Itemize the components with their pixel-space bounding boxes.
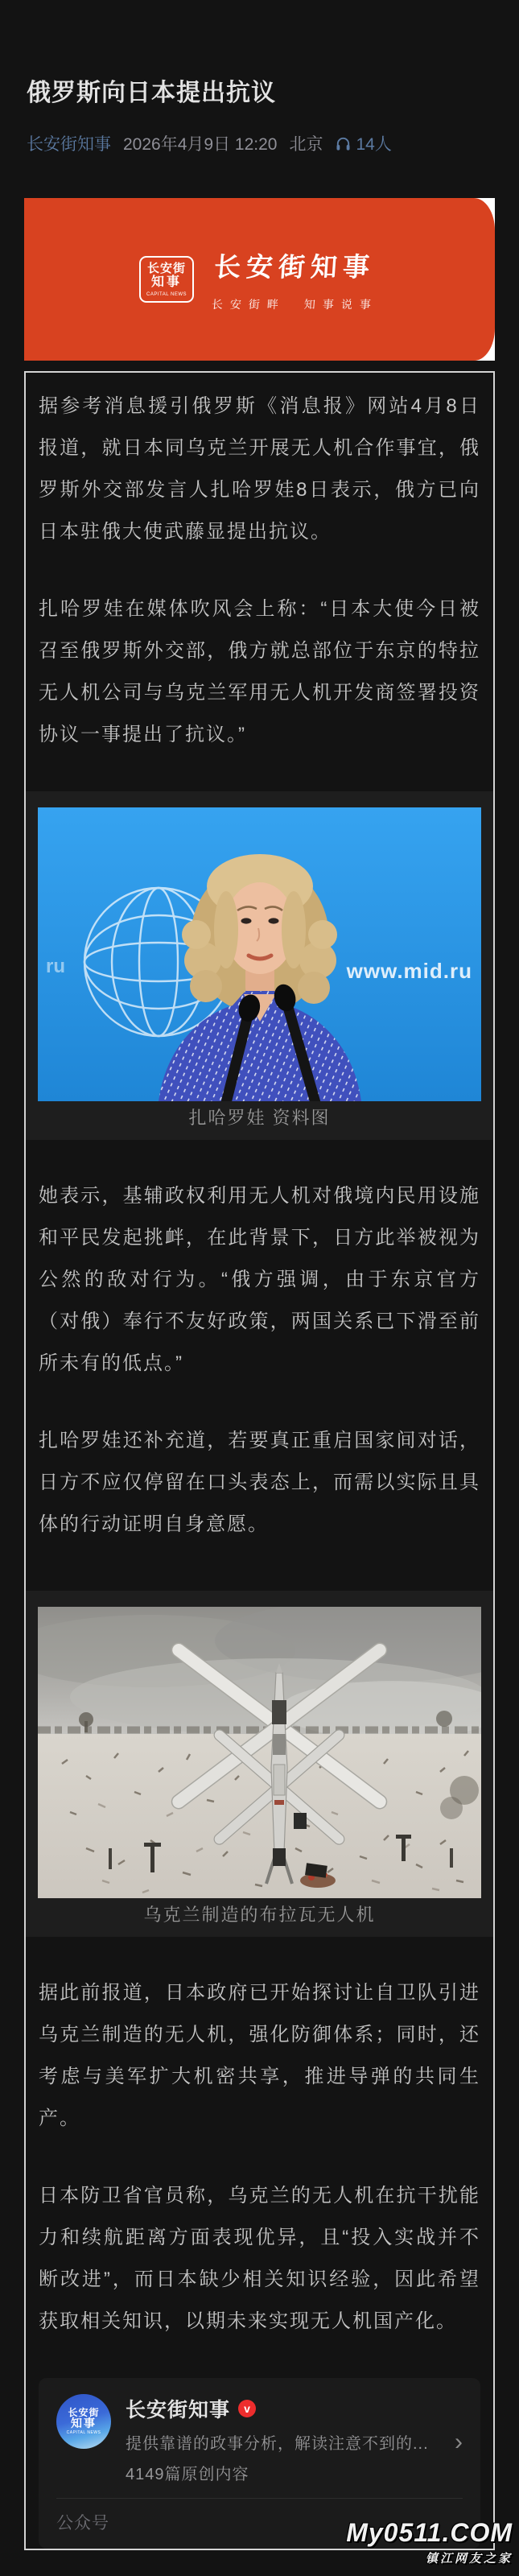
brand-tagline: 长安街畔 知事说事 [211,298,379,311]
paragraph: 扎哈罗娃还补充道，若要真正重启国家间对话，日方不应仅停留在口头表态上，而需以实际且具体的行动证明自身意愿。 [39,1430,480,1535]
figure-zakharova-photo[interactable] [26,791,493,1140]
seal-text-top: 长安街 [146,261,186,275]
photo-watermark-left: ru [46,956,65,977]
figure-drone-photo[interactable] [26,1591,493,1937]
chevron-right-icon[interactable]: › [455,2428,463,2455]
paragraph: 她表示，基辅政权利用无人机对俄境内民用设施和平民发起挑衅，在此背景下，日方此举被视为公然的敌对行为。“俄方强调，由于东京官方（对俄）奉行不友好政策，两国关系已下滑至前所未有的低点。” [39,1185,480,1374]
paragraph: 日本防卫省官员称，乌克兰的无人机在抗干扰能力和续航距离方面表现优异，且“投入实战并不断改进”，而日本缺少相关知识经验，因此希望获取相关知识，以期未来实现无人机国产化。 [39,2185,480,2332]
watermark-logo-text: My0511.COM [346,2518,513,2547]
paragraph: 扎哈罗娃在媒体吹风会上称：“日本大使今日被召至俄罗斯外交部，俄方就总部位于东京的特拉无人机公司与乌克兰军用无人机开发商签署投资协议一事提出了抗议。” [39,598,480,745]
avatar-text: 知事 [71,2417,97,2430]
banner-background [24,198,495,361]
article-header [0,0,519,155]
figure-caption: 乌克兰制造的布拉瓦无人机 [143,1905,376,1925]
account-name: 长安街知事 [126,2399,231,2421]
account-avatar [56,2394,111,2449]
account-type-label: 公众号 [56,2514,109,2533]
listen-count: 14人 [356,135,392,154]
headphones-icon [335,135,352,152]
figure-caption: 扎哈罗娃 资料图 [188,1108,331,1128]
zakharova-photo-illustration [38,807,481,1101]
article-meta [27,131,492,155]
site-watermark [346,2518,513,2566]
brand-seal-logo [139,256,194,303]
paragraph: 据此前报道，日本政府已开始探讨让自卫队引进乌克兰制造的无人机，强化防御体系；同时，还考虑与美军扩大机密共享，推进导弹的共同生产。 [39,1982,480,2129]
watermark-subtext: 镇江网友之家 [425,2552,513,2566]
account-description: 提供靠谱的政事分析，解读注意不到的... [126,2435,429,2453]
avatar-subtext: CAPITAL NEWS [66,2430,101,2436]
publish-date: 2026年4月9日 12:20 [123,135,278,154]
publish-location: 北京 [289,135,323,154]
drone-photo-illustration [38,1607,481,1898]
brand-wordmark [211,246,382,312]
seal-subtext: CAPITAL NEWS [146,292,187,298]
brand-name: 长安街知事 [212,252,377,282]
avatar-text: 长安街 [68,2406,100,2418]
article-body-frame [24,371,495,2550]
seal-text-bottom: 知事 [150,275,182,289]
page-title: 俄罗斯向日本提出抗议 [27,80,276,106]
banner-image[interactable] [24,198,495,361]
listen-button[interactable] [335,131,391,155]
verified-badge-icon: v [238,2400,256,2417]
photo-watermark-right: www.mid.ru [346,959,472,983]
card-divider [56,2498,463,2499]
original-content-count: 4149篇原创内容 [126,2466,249,2483]
author-link[interactable]: 长安街知事 [27,135,111,154]
paragraph: 据参考消息援引俄罗斯《消息报》网站4月8日报道，就日本同乌克兰开展无人机合作事宜，俄罗斯外交部发言人扎哈罗娃8日表示，俄方已向日本驻俄大使武藤显提出抗议。 [39,395,480,543]
